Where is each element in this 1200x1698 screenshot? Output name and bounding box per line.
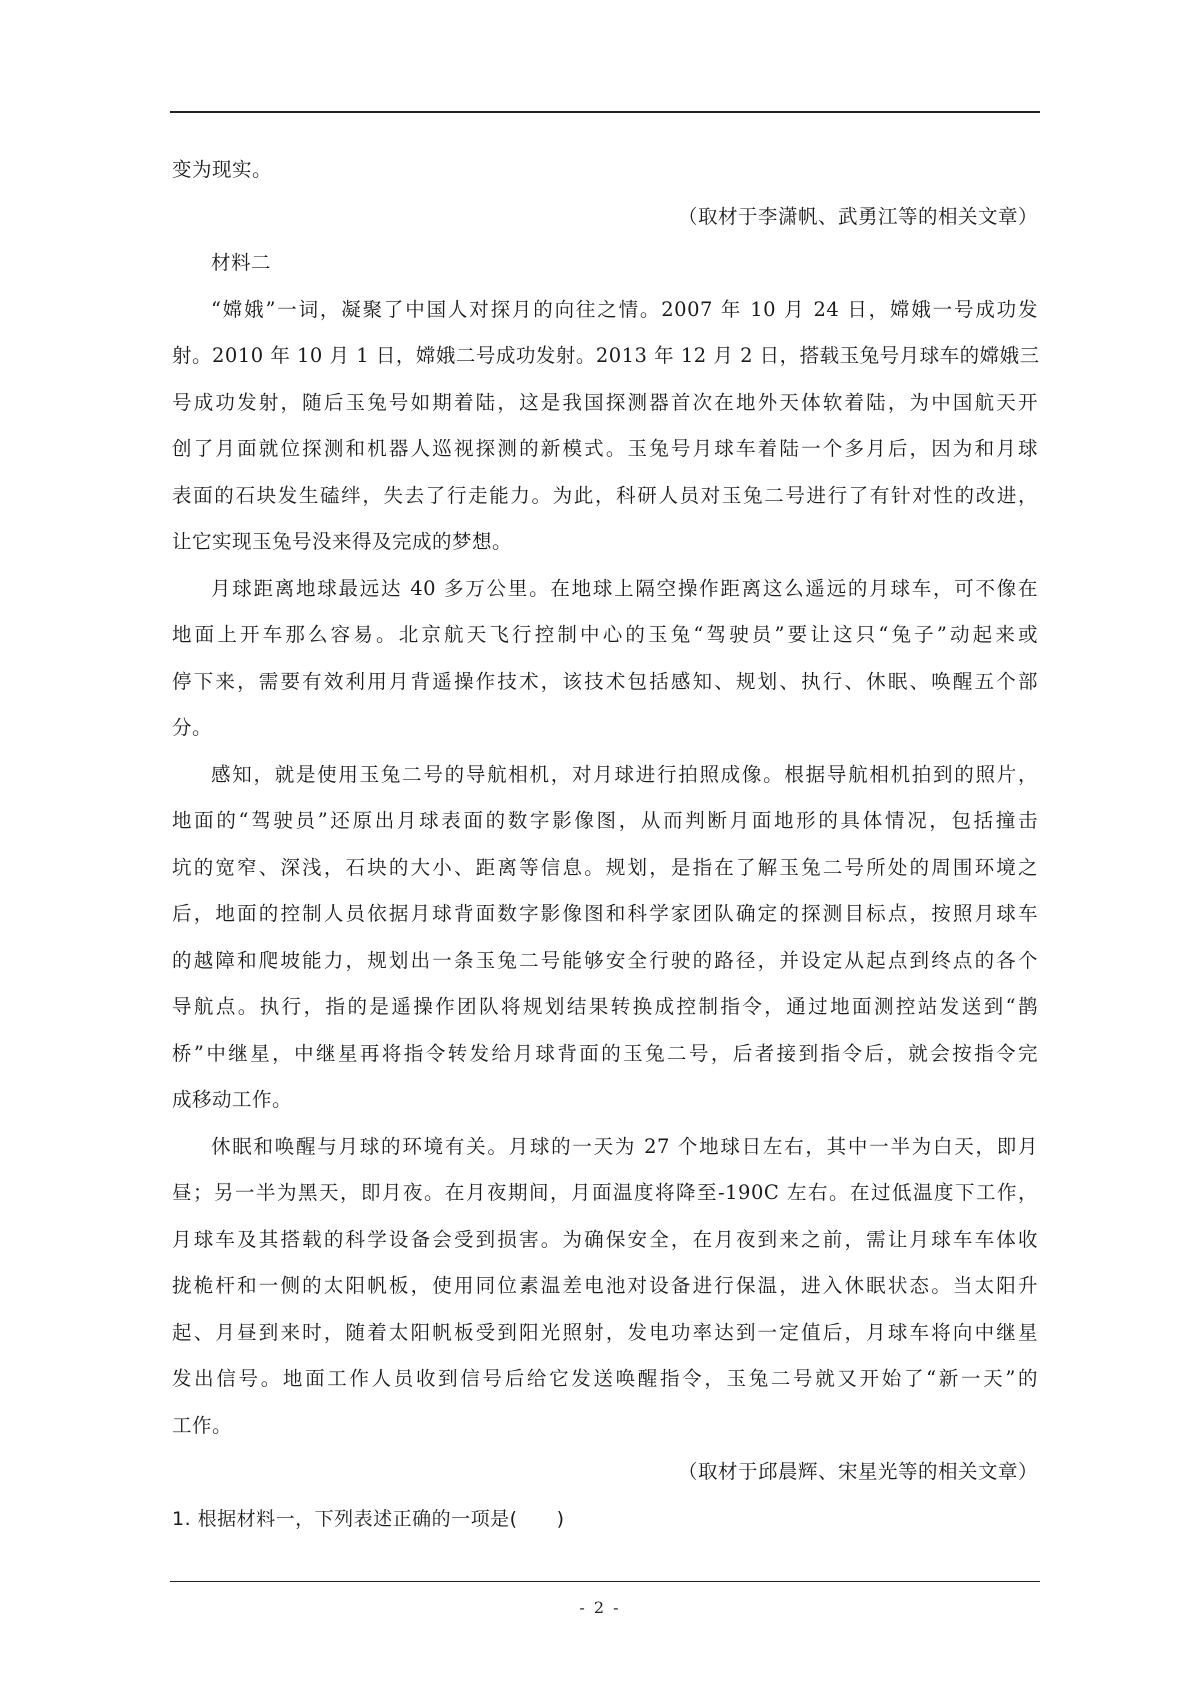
paragraph-line: 月球车及其搭载的科学设备会受到损害。为确保安全，在月夜到来之前，需让月球车车体收: [172, 1227, 1038, 1251]
paragraph-line: 的越障和爬坡能力，规划出一条玉兔二号能够安全行驶的路径，并设定从起点到终点的各个: [172, 948, 1038, 972]
question-line: 1. 根据材料一，下列表述正确的一项是( ): [172, 1507, 565, 1530]
paragraph-line: 昼；另一半为黑天，即月夜。在月夜期间，月面温度将降至-190C 左右。在过低温度下工作，: [172, 1181, 1038, 1204]
header-rule: [170, 111, 1040, 113]
paragraph-line: 号成功发射，随后玉兔号如期着陆，这是我国探测器首次在地外天体软着陆，为中国航天开: [172, 390, 1038, 414]
paragraph-line: 让它实现玉兔号没来得及完成的梦想。: [172, 530, 513, 553]
section-heading: 材料二: [211, 251, 272, 274]
page-number: - 2 -: [579, 1598, 621, 1617]
source-citation: （取材于邱晨辉、宋星光等的相关文章）: [677, 1460, 1038, 1483]
paragraph-line: 射。2010 年 10 月 1 日，嫦娥二号成功发射。2013 年 12 月 2 日，搭载玉兔号月球车的嫦娥三: [172, 344, 1040, 367]
paragraph-line: 表面的石块发生磕绊，失去了行走能力。为此，科研人员对玉兔二号进行了有针对性的改进，: [172, 483, 1038, 507]
paragraph-line: 地面的“驾驶员”还原出月球表面的数字影像图，从而判断月面地形的具体情况，包括撞击: [172, 809, 1038, 832]
footer-rule: [170, 1581, 1040, 1582]
paragraph-line: 地面上开车那么容易。北京航天飞行控制中心的玉兔“驾驶员”要让这只“兔子”动起来或: [172, 623, 1038, 646]
paragraph-line: 成移动工作。: [172, 1088, 293, 1111]
paragraph-line: “嫦娥”一词，凝聚了中国人对探月的向往之情。2007 年 10 月 24 日，嫦娥一号成功发: [211, 297, 1038, 321]
paragraph-line: 起、月昼到来时，随着太阳帆板受到阳光照射，发电功率达到一定值后，月球车将向中继星: [172, 1320, 1038, 1344]
paragraph-line: 工作。: [172, 1413, 233, 1437]
paragraph-line: 发出信号。地面工作人员收到信号后给它发送唤醒指令，玉兔二号就又开始了“新一天”的: [172, 1367, 1038, 1390]
paragraph-line: 月球距离地球最远达 40 多万公里。在地球上隔空操作距离这么遥远的月球车，可不像在: [211, 576, 1038, 600]
paragraph-line: 变为现实。: [172, 158, 273, 181]
paragraph-line: 后，地面的控制人员依据月球背面数字影像图和科学家团队确定的探测目标点，按照月球车: [172, 902, 1038, 925]
source-citation: （取材于李潇帆、武勇江等的相关文章）: [677, 204, 1038, 228]
paragraph-line: 坑的宽窄、深浅，石块的大小、距离等信息。规划，是指在了解玉兔二号所处的周围环境之: [172, 855, 1038, 879]
paragraph-line: 创了月面就位探测和机器人巡视探测的新模式。玉兔号月球车着陆一个多月后，因为和月球: [172, 437, 1038, 460]
document-body: [172, 147, 1038, 1542]
paragraph-line: 感知，就是使用玉兔二号的导航相机，对月球进行拍照成像。根据导航相机拍到的照片，: [211, 762, 1038, 786]
paragraph-line: 休眠和唤醒与月球的环境有关。月球的一天为 27 个地球日左右，其中一半为白天，即月: [211, 1134, 1038, 1158]
paragraph-line: 桥”中继星，中继星再将指令转发给月球背面的玉兔二号，后者接到指令后，就会按指令完: [172, 1041, 1038, 1065]
paragraph-line: 拢桅杆和一侧的太阳帆板，使用同位素温差电池对设备进行保温，进入休眠状态。当太阳升: [172, 1274, 1038, 1297]
paragraph-line: 停下来，需要有效利用月背遥操作技术，该技术包括感知、规划、执行、休眠、唤醒五个部: [172, 669, 1038, 693]
paragraph-line: 分。: [172, 716, 213, 739]
paragraph-line: 导航点。执行，指的是遥操作团队将规划结果转换成控制指令，通过地面测控站发送到“鹊: [172, 995, 1038, 1018]
